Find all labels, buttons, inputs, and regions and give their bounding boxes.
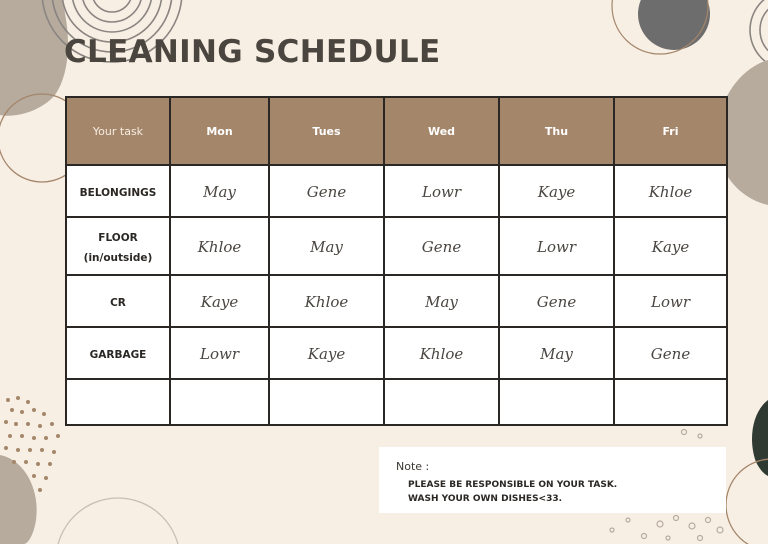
- assignee-cell: [384, 217, 499, 275]
- assignee-cell: [170, 379, 269, 425]
- assignee-cell: [614, 275, 727, 327]
- assignee-cell: [269, 217, 384, 275]
- day-header-thu: Thu: [499, 97, 614, 165]
- note-line: WASH YOUR OWN DISHES<33.: [408, 494, 563, 504]
- assignee-cell: [170, 165, 269, 217]
- assignee-cell: [269, 379, 384, 425]
- top-right-dark-circle: [638, 0, 710, 50]
- note-line: PLEASE BE RESPONSIBLE ON YOUR TASK.: [408, 480, 618, 490]
- bottom-left-blob: [0, 455, 37, 544]
- day-header-mon: Mon: [170, 97, 269, 165]
- assignee-name: Kaye: [537, 182, 576, 201]
- header-row: [66, 97, 727, 165]
- assignee-name: Khloe: [197, 237, 242, 256]
- task-cell: [66, 275, 170, 327]
- assignee-cell: [614, 327, 727, 379]
- table-row: [66, 379, 727, 425]
- assignee-name: May: [310, 237, 343, 256]
- assignee-name: Kaye: [307, 344, 346, 363]
- page-title: CLEANING SCHEDULE: [64, 34, 441, 70]
- assignee-name: Lowr: [421, 182, 461, 201]
- task-label: FLOOR (in/outside): [83, 232, 153, 264]
- assignee-name: May: [203, 182, 236, 201]
- task-cell: [66, 165, 170, 217]
- assignee-name: Gene: [421, 237, 462, 256]
- task-label: GARBAGE: [89, 349, 147, 361]
- assignee-name: Kaye: [651, 237, 690, 256]
- note-box: [379, 447, 726, 513]
- assignee-name: Khloe: [304, 292, 349, 311]
- assignee-name: Lowr: [199, 344, 239, 363]
- assignee-cell: [384, 165, 499, 217]
- assignee-cell: [499, 327, 614, 379]
- assignee-cell: [170, 275, 269, 327]
- assignee-cell: [170, 217, 269, 275]
- day-header-wed: Wed: [384, 97, 499, 165]
- table-row: [66, 217, 727, 275]
- schedule-table: [65, 96, 728, 426]
- assignee-cell: [384, 379, 499, 425]
- table-row: [66, 275, 727, 327]
- note-title: Note :: [396, 460, 430, 473]
- assignee-cell: [614, 165, 727, 217]
- task-label: CR: [110, 297, 126, 309]
- bottom-right-outline-circle: [726, 459, 768, 544]
- assignee-cell: [499, 379, 614, 425]
- assignee-name: Gene: [536, 292, 577, 311]
- assignee-cell: [499, 217, 614, 275]
- bottom-right-dark-blob: [752, 400, 768, 476]
- assignee-cell: [499, 275, 614, 327]
- assignee-cell: [499, 165, 614, 217]
- assignee-name: May: [540, 344, 573, 363]
- task-cell: [66, 379, 170, 425]
- day-header-tues: Tues: [269, 97, 384, 165]
- table-row: [66, 165, 727, 217]
- assignee-cell: [269, 327, 384, 379]
- assignee-name: Gene: [650, 344, 691, 363]
- assignee-cell: [614, 379, 727, 425]
- assignee-cell: [384, 327, 499, 379]
- assignee-name: May: [425, 292, 458, 311]
- task-label: BELONGINGS: [79, 187, 157, 199]
- assignee-cell: [384, 275, 499, 327]
- task-cell: [66, 217, 170, 275]
- corner-label: Your task: [66, 97, 170, 165]
- top-right-rings: [750, 0, 768, 70]
- assignee-name: Khloe: [419, 344, 464, 363]
- assignee-name: Lowr: [650, 292, 690, 311]
- bottom-left-outline-circle: [56, 498, 180, 544]
- assignee-name: Kaye: [200, 292, 239, 311]
- day-header-fri: Fri: [614, 97, 727, 165]
- assignee-cell: [269, 275, 384, 327]
- table-row: [66, 327, 727, 379]
- task-cell: [66, 327, 170, 379]
- assignee-cell: [269, 165, 384, 217]
- assignee-cell: [170, 327, 269, 379]
- assignee-name: Lowr: [536, 237, 576, 256]
- assignee-cell: [614, 217, 727, 275]
- assignee-name: Gene: [306, 182, 347, 201]
- assignee-name: Khloe: [648, 182, 693, 201]
